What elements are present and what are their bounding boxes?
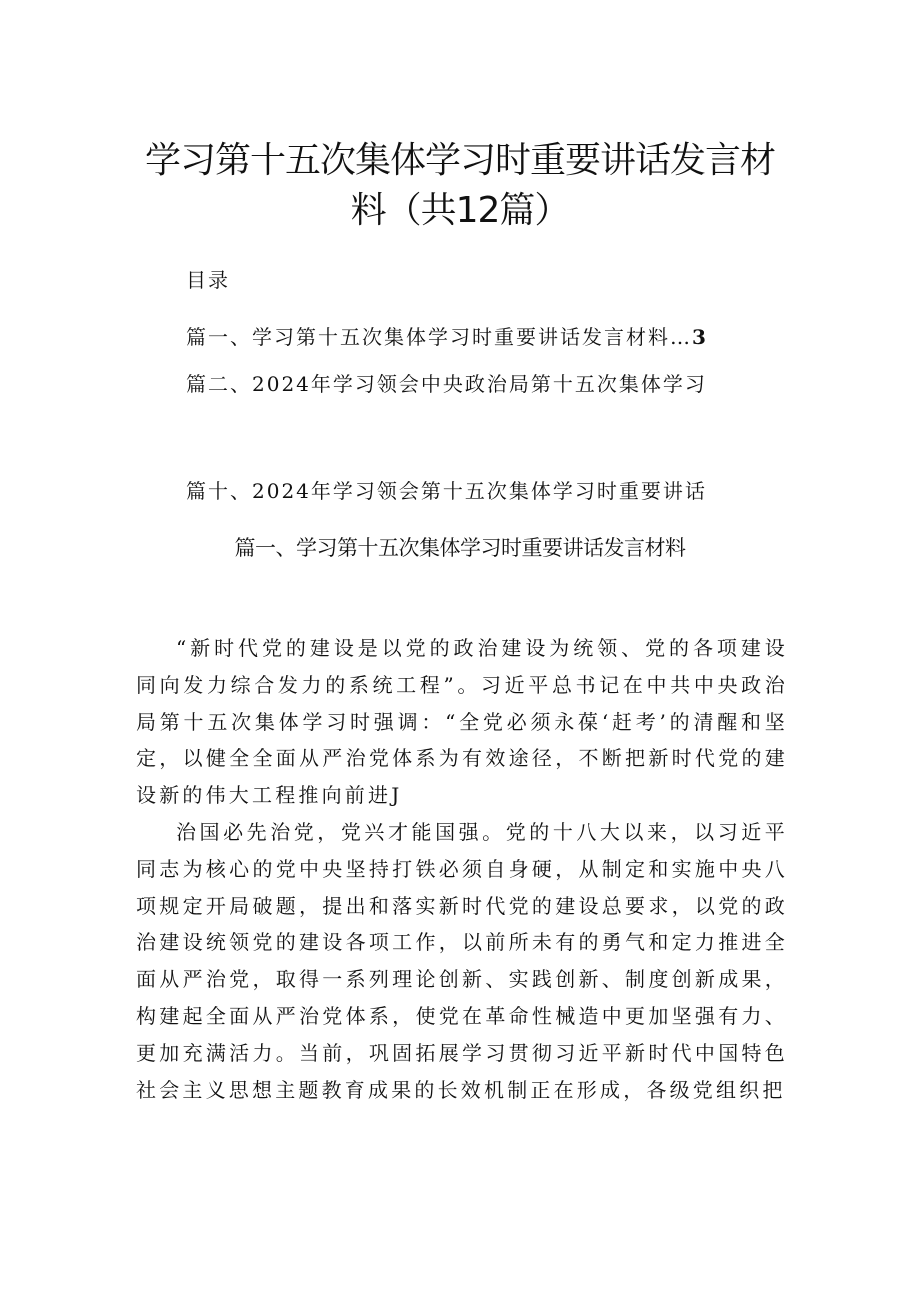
- toc-item-label: 篇二、2024年学习领会中央政治局第十五次集体学习: [186, 372, 707, 396]
- section-body: [136, 630, 788, 1108]
- toc-item-page: 3: [692, 325, 708, 349]
- toc-item-2[interactable]: [186, 366, 707, 402]
- paragraph: “新时代党的建设是以党的政治建设为统领、党的各项建设同向发力综合发力的系统工程”。习近平总书记在中共中央政治局第十五次集体学习时强调：“全党必须永葆‘赶考’的清醒和坚定，以健全全面从严治党体系为有效途径，不断把新时代党的建设新的伟大工程推向前进J: [136, 636, 788, 808]
- toc-item-label: 篇一、学习第十五次集体学习时重要讲话发言材料…: [186, 325, 692, 349]
- section-heading: 篇一、学习第十五次集体学习时重要讲话发言材料: [234, 536, 686, 560]
- toc-heading: 目录: [186, 268, 230, 292]
- document-title: 学习第十五次集体学习时重要讲话发言材料（共12篇）: [144, 140, 775, 231]
- paragraph: 治国必先治党，党兴才能国强。党的十八大以来，以习近平同志为核心的党中央坚持打铁必须自身硬，从制定和实施中央八项规定开局破题，提出和落实新时代党的建设总要求，以党的政治建设统领党的建设各项工作，以前所未有的勇气和定力推进全面从严治党，取得一系列理论创新、实践创新、制度创新成果，构建起全面从严治党体系，使党在革命性械造中更加坚强有力、更加充满活力。当前，巩固拓展学习贯彻习近平新时代中国特色社会主义思想主题教育成果的长效机制正在形成，各级党组织把: [136, 819, 788, 1102]
- toc-item-10[interactable]: [186, 473, 707, 509]
- toc-item-1[interactable]: [186, 319, 708, 355]
- toc-item-label: 篇十、2024年学习领会第十五次集体学习时重要讲话: [186, 479, 707, 503]
